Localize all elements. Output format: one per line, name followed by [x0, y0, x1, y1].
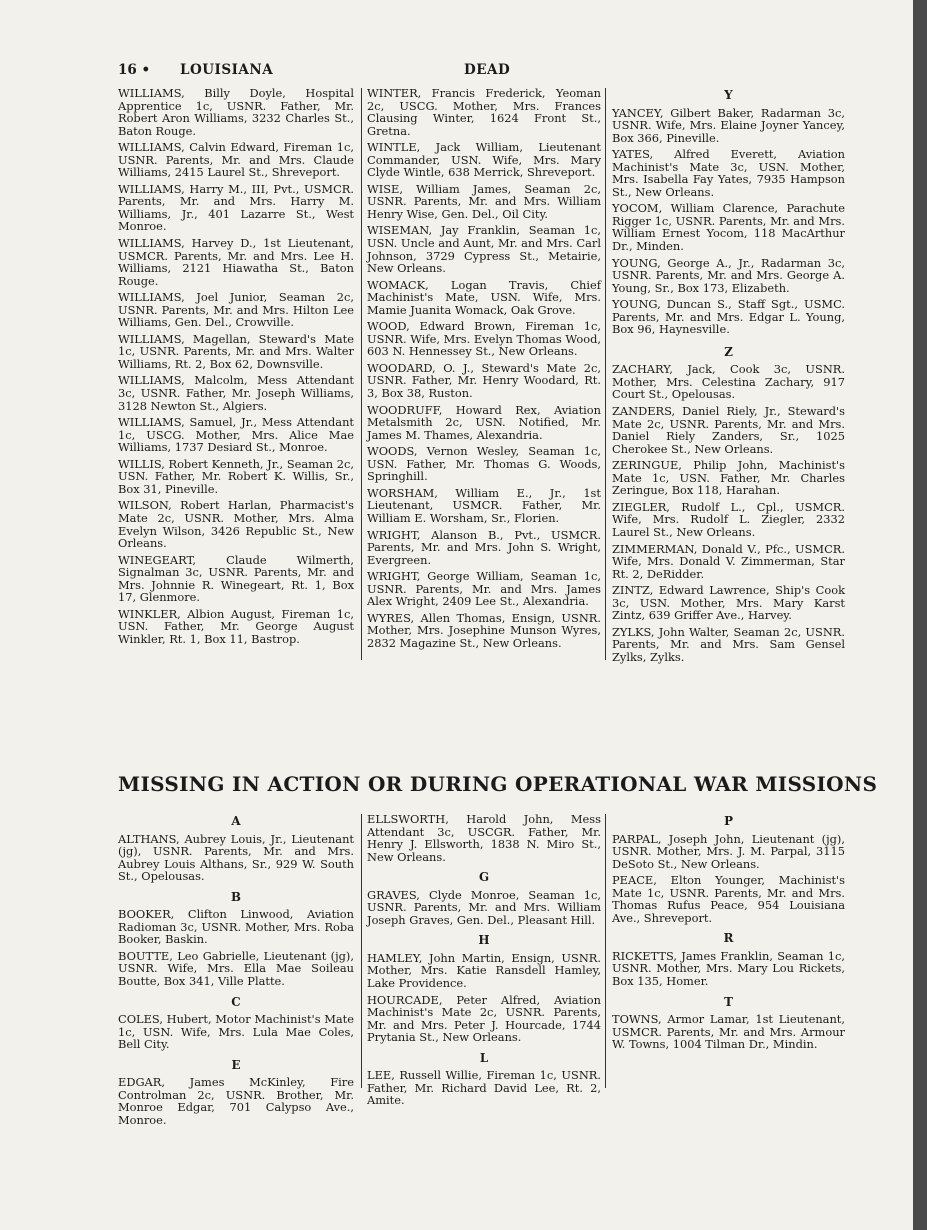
entry-text: ZYLKS, John Walter, Seaman 2c, USNR. Parents, Mr. and Mrs. Sam Gensel Zylks, Zylks.	[612, 624, 845, 664]
section-letter: T	[724, 994, 733, 1009]
entry-text: WOODS, Vernon Wesley, Seaman 1c, USN. Father, Mr. Thomas G. Woods, Springhill.	[367, 444, 601, 484]
entry-text: ZIEGLER, Rudolf L., Cpl., USMCR. Wife, Mrs. Rudolf L. Ziegler, 2332 Laurel St., New Orleans.	[612, 499, 845, 539]
column-rule	[605, 814, 606, 1088]
entry-text: YOUNG, George A., Jr., Radarman 3c, USNR. Parents, Mr. and Mrs. George A. Young, Sr., Box 173, Elizabeth.	[612, 255, 845, 295]
entry-text: WINEGEART, Claude Wilmerth, Signalman 3c, USNR. Parents, Mr. and Mrs. Johnnie R. Winegeart, Rt. 1, Box 17, Glenmore.	[118, 552, 354, 605]
list-item	[118, 374, 354, 412]
missing-column-1	[118, 813, 354, 1130]
entry-text: WILLIS, Robert Kenneth, Jr., Seaman 2c, USN. Father, Mr. Robert K. Willis, Sr., Box 31, Pineville.	[118, 456, 354, 496]
section-letter: A	[231, 814, 241, 828]
list-item	[367, 445, 601, 483]
entry-text: PARPAL, Joseph John, Lieutenant (jg), USNR. Mother, Mrs. J. M. Parpal, 3115 DeSoto St., New Orleans.	[612, 831, 845, 871]
list-item	[612, 405, 845, 455]
entry-text: ZIMMERMAN, Donald V., Pfc., USMCR. Wife, Mrs. Donald V. Zimmerman, Star Rt. 2, DeRidder.	[612, 541, 845, 581]
entry-text: TOWNS, Armor Lamar, 1st Lieutenant, USMCR. Parents, Mr. and Mrs. Armour W. Towns, 1004 Tilman Dr., Mindin.	[612, 1012, 845, 1052]
list-item	[367, 1069, 601, 1107]
entry-text: WISEMAN, Jay Franklin, Seaman 1c, USN. Uncle and Aunt, Mr. and Mrs. Carl Johnson, 3729 Cypress St., Metairie, New Orleans.	[367, 223, 601, 276]
entry-text: YANCEY, Gilbert Baker, Radarman 3c, USNR. Wife, Mrs. Elaine Joyner Yancey, Box 366, Pineville.	[612, 105, 845, 145]
entry-text: YATES, Alfred Everett, Aviation Machinist's Mate 3c, USN. Mother, Mrs. Isabella Fay Yates, 7935 Hampson St., New Orleans.	[612, 147, 845, 199]
entry-text: WINKLER, Albion August, Fireman 1c, USN. Father, Mr. George August Winkler, Rt. 1, Box 11, Bastrop.	[118, 606, 354, 646]
list-item	[367, 320, 601, 358]
list-item	[612, 626, 845, 664]
list-item	[612, 501, 845, 539]
entry-text: WOOD, Edward Brown, Fireman 1c, USNR. Wife, Mrs. Evelyn Thomas Wood, 603 N. Hennessey St., New Orleans.	[367, 319, 601, 359]
section-letter: B	[231, 889, 241, 904]
entry-text: PEACE, Elton Younger, Machinist's Mate 1c, USNR. Parents, Mr. and Mrs. Thomas Rufus Peace, 954 Louisiana Ave., Shreveport.	[612, 873, 845, 925]
entry-text: YOCOM, William Clarence, Parachute Rigger 1c, USNR. Parents, Mr. and Mrs. William Ernest Yocom, 118 MacArthur Dr., Minden.	[612, 201, 845, 254]
entry-text: WILLIAMS, Harvey D., 1st Lieutenant, USMCR. Parents, Mr. and Mrs. Lee H. Williams, 2121 Hiawatha St., Baton Rouge.	[118, 236, 354, 288]
entry-text: WILLIAMS, Malcolm, Mess Attendant 3c, USNR. Father, Mr. Joseph Williams, 3128 Newton St., Algiers.	[118, 373, 354, 413]
list-item	[118, 950, 354, 988]
entry-text: WINTER, Francis Frederick, Yeoman 2c, USCG. Mother, Mrs. Frances Clausing Winter, 1624 Front St., Gretna.	[367, 86, 601, 138]
list-item	[118, 554, 354, 604]
scan-edge	[913, 0, 927, 1230]
entry-text: ALTHANS, Aubrey Louis, Jr., Lieutenant (jg), USNR. Parents, Mr. and Mrs. Aubrey Louis Althans, Sr., 929 W. South St., Opelousas.	[118, 831, 354, 884]
state-title: LOUISIANA	[180, 62, 274, 78]
entry-text: WYRES, Allen Thomas, Ensign, USNR. Mother, Mrs. Josephine Munson Wyres, 2832 Magazine St., New Orleans.	[367, 610, 601, 650]
section-letter: P	[724, 814, 733, 828]
entry-text: ZERINGUE, Philip John, Machinist's Mate 1c, USN. Father, Mr. Charles Zeringue, Box 118, Harahan.	[612, 458, 845, 498]
list-item	[612, 950, 845, 988]
list-item	[367, 487, 601, 525]
entry-text: WOODARD, O. J., Steward's Mate 2c, USNR. Father, Mr. Henry Woodard, Rt. 3, Box 38, Ruston.	[367, 360, 601, 401]
page-header	[118, 62, 846, 82]
list-item	[612, 459, 845, 497]
section-letter: Z	[724, 344, 733, 359]
entry-text: WISE, William James, Seaman 2c, USNR. Parents, Mr. and Mrs. William Henry Wise, Gen. Del., Oil City.	[367, 181, 601, 221]
list-item	[612, 257, 845, 295]
list-item	[367, 952, 601, 990]
section-letter: Y	[724, 88, 733, 102]
missing-column-3	[612, 813, 845, 1055]
list-item	[612, 107, 845, 145]
entry-text: ZINTZ, Edward Lawrence, Ship's Cook 3c, USN. Mother, Mrs. Mary Karst Zintz, 639 Griffer Ave., Harvey.	[612, 583, 845, 623]
column-rule	[605, 88, 606, 660]
dead-column-1	[118, 87, 354, 649]
list-item	[612, 584, 845, 622]
section-title: DEAD	[464, 62, 511, 78]
list-item	[367, 224, 601, 274]
list-item	[367, 994, 601, 1044]
list-item	[118, 141, 354, 179]
list-item	[612, 148, 845, 198]
column-rule	[361, 88, 362, 660]
list-item	[118, 1076, 354, 1126]
list-item	[118, 608, 354, 646]
entry-text: EDGAR, James McKinley, Fire Controlman 2c, USNR. Brother, Mr. Monroe Edgar, 701 Calypso Ave., Monroe.	[118, 1075, 354, 1127]
entry-text: WRIGHT, George William, Seaman 1c, USNR. Parents, Mr. and Mrs. James Alex Wright, 2409 Lee St., Alexandria.	[367, 569, 601, 609]
list-item	[118, 183, 354, 233]
section-letter: C	[231, 994, 241, 1009]
list-item	[367, 612, 601, 650]
entry-text: GRAVES, Clyde Monroe, Seaman 1c, USNR. Parents, Mr. and Mrs. William Joseph Graves, Gen. Del., Pleasant Hill.	[367, 887, 601, 927]
entry-text: ZANDERS, Daniel Riely, Jr., Steward's Mate 2c, USNR. Parents, Mr. and Mrs. Daniel Riely Zanders, Sr., 1025 Cherokee St., New Orleans.	[612, 404, 845, 456]
entry-text: WILLIAMS, Magellan, Steward's Mate 1c, USNR. Parents, Mr. and Mrs. Walter Williams, Rt. 2, Box 62, Downsville.	[118, 331, 354, 371]
list-item	[367, 183, 601, 221]
entry-text: ELLSWORTH, Harold John, Mess Attendant 3c, USCGR. Father, Mr. Henry J. Ellsworth, 1838 N. Miro St., New Orleans.	[367, 812, 601, 864]
list-item	[612, 202, 845, 252]
section-letter: R	[723, 931, 734, 946]
entry-text: WRIGHT, Alanson B., Pvt., USMCR. Parents, Mr. and Mrs. John S. Wright, Evergreen.	[367, 527, 601, 567]
entry-text: LEE, Russell Willie, Fireman 1c, USNR. Father, Mr. Richard David Lee, Rt. 2, Amite.	[367, 1068, 601, 1108]
entry-text: WINTLE, Jack William, Lieutenant Commander, USN. Wife, Mrs. Mary Clyde Wintle, 638 Merrick, Shreveport.	[367, 140, 601, 180]
missing-column-2	[367, 813, 601, 1111]
entry-text: WILSON, Robert Harlan, Pharmacist's Mate 2c, USNR. Mother, Mrs. Alma Evelyn Wilson, 3426 Republic St., New Orleans.	[118, 498, 354, 551]
list-item	[367, 529, 601, 567]
list-item	[118, 833, 354, 883]
list-item	[118, 499, 354, 549]
list-item	[118, 87, 354, 137]
entry-text: WORSHAM, William E., Jr., 1st Lieutenant, USMCR. Father, Mr. William E. Worsham, Sr., Florien.	[367, 485, 601, 525]
list-item	[367, 889, 601, 927]
entry-text: WOMACK, Logan Travis, Chief Machinist's Mate, USN. Wife, Mrs. Mamie Juanita Womack, Oak Grove.	[367, 277, 601, 317]
list-item	[367, 141, 601, 179]
dead-column-2	[367, 87, 601, 653]
entry-text: WILLIAMS, Harry M., III, Pvt., USMCR. Parents, Mr. and Mrs. Harry M. Williams, Jr., 401 Lazarre St., West Monroe.	[118, 181, 354, 234]
entry-text: HAMLEY, John Martin, Ensign, USNR. Mother, Mrs. Katie Ransdell Hamley, Lake Providence.	[367, 950, 601, 991]
entry-text: RICKETTS, James Franklin, Seaman 1c, USNR. Mother, Mrs. Mary Lou Rickets, Box 135, Homer.	[612, 948, 845, 989]
entry-text: COLES, Hubert, Motor Machinist's Mate 1c, USN. Wife, Mrs. Lula Mae Coles, Bell City.	[118, 1012, 354, 1052]
list-item	[118, 291, 354, 329]
list-item	[612, 1013, 845, 1051]
entry-text: WILLIAMS, Billy Doyle, Hospital Apprentice 1c, USNR. Father, Mr. Robert Aron Williams, 3232 Charles St., Baton Rouge.	[118, 86, 354, 138]
list-item	[367, 362, 601, 400]
entry-text: BOOKER, Clifton Linwood, Aviation Radioman 3c, USNR. Mother, Mrs. Roba Booker, Baskin.	[118, 907, 354, 947]
list-item	[367, 570, 601, 608]
list-item	[118, 458, 354, 496]
entry-text: WILLIAMS, Calvin Edward, Fireman 1c, USNR. Parents, Mr. and Mrs. Claude Williams, 2415 Laurel St., Shreveport.	[118, 140, 354, 180]
list-item	[118, 1013, 354, 1051]
list-item	[612, 874, 845, 924]
entry-text: BOUTTE, Leo Gabrielle, Lieutenant (jg), USNR. Wife, Mrs. Ella Mae Soileau Boutte, Box 341, Ville Platte.	[118, 948, 354, 989]
section-letter: L	[479, 1050, 489, 1065]
list-item	[367, 279, 601, 317]
list-item	[612, 833, 845, 871]
entry-text: WILLIAMS, Samuel, Jr., Mess Attendant 1c, USCG. Mother, Mrs. Alice Mae Williams, 1737 Desiard St., Monroe.	[118, 415, 354, 455]
entry-text: HOURCADE, Peter Alfred, Aviation Machinist's Mate 2c, USNR. Parents, Mr. and Mrs. Peter J. Hourcade, 1744 Prytania St., New Orleans.	[367, 992, 601, 1045]
list-item	[367, 404, 601, 442]
section-letter: H	[478, 933, 490, 948]
list-item	[367, 813, 601, 863]
entry-text: ZACHARY, Jack, Cook 3c, USNR. Mother, Mrs. Celestina Zachary, 917 Court St., Opelousas.	[612, 362, 845, 402]
dead-column-3	[612, 87, 845, 667]
list-item	[118, 416, 354, 454]
list-item	[118, 237, 354, 287]
page-number: 16 •	[118, 62, 151, 78]
entry-text: WOODRUFF, Howard Rex, Aviation Metalsmith 2c, USN. Notified, Mr. James M. Thames, Alexandria.	[367, 402, 601, 442]
list-item	[612, 298, 845, 336]
entry-text: WILLIAMS, Joel Junior, Seaman 2c, USNR. Parents, Mr. and Mrs. Hilton Lee Williams, Gen. Del., Crowville.	[118, 290, 354, 330]
list-item	[612, 543, 845, 581]
column-rule	[361, 814, 362, 1088]
section-letter: G	[478, 870, 490, 885]
entry-text: YOUNG, Duncan S., Staff Sgt., USMC. Parents, Mr. and Mrs. Edgar L. Young, Box 96, Haynesville.	[612, 297, 845, 337]
section-letter: E	[231, 1057, 241, 1072]
missing-section-title: MISSING IN ACTION OR DURING OPERATIONAL WAR MISSIONS	[118, 772, 878, 796]
list-item	[612, 363, 845, 401]
list-item	[367, 87, 601, 137]
list-item	[118, 333, 354, 371]
list-item	[118, 908, 354, 946]
